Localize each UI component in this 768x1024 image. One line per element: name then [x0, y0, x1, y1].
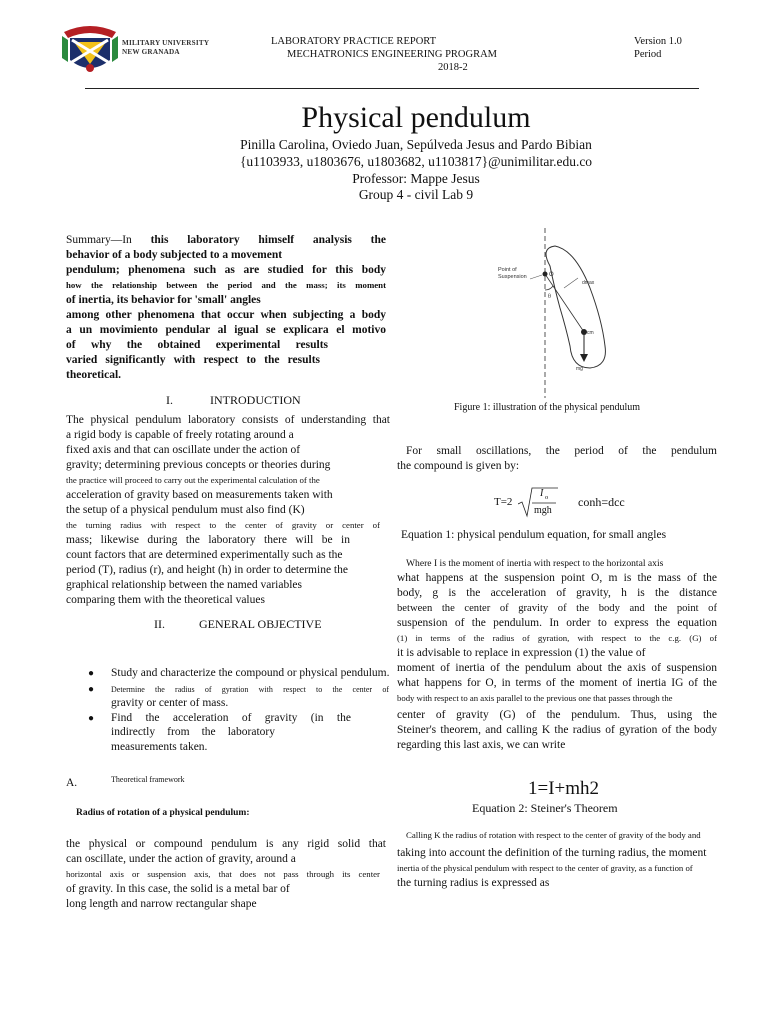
- right-paragraph-3: [397, 828, 721, 891]
- pendulum-diagram-icon: [490, 228, 630, 400]
- equation-1-numerator: I: [540, 488, 544, 499]
- intro-line: the turning radius with respect to the center of gravity or center of: [66, 520, 380, 530]
- objective-item: Determine the radius of gyration with respect to the center of: [111, 685, 389, 694]
- summary-line: of inertia, its behavior for 'small' angles: [66, 294, 261, 306]
- summary: [66, 233, 386, 383]
- equation-2-caption: Equation 2: Steiner's Theorem: [472, 801, 618, 815]
- figure-label: mg: [576, 366, 583, 372]
- figure-label: O: [549, 272, 554, 278]
- summary-line: how the relationship between the period and the mass; its moment: [66, 280, 386, 290]
- right-line: body, g is the acceleration of gravity, h is the distance: [397, 587, 717, 599]
- right-line: Calling K the radius of rotation with respect to the center of gravity of the body and: [406, 830, 701, 840]
- equation-2: 1=I+mh2: [528, 778, 600, 799]
- equation-1-fraction: [518, 486, 558, 518]
- summary-line: pendulum; phenomena such as are studied for this body: [66, 264, 386, 276]
- header-rule: [85, 88, 699, 89]
- intro-line: period (T), radius (r), and height (h) in order to determine the: [66, 564, 348, 576]
- figure-label: cm: [587, 330, 594, 336]
- right-line: For small oscillations, the period of the pendulum: [406, 445, 717, 457]
- bullet-icon: ●: [88, 684, 95, 695]
- section-number: II.: [154, 617, 165, 631]
- subsection-heading: Theoretical framework: [111, 775, 185, 784]
- logo-text-line: MILITARY UNIVERSITY: [122, 39, 210, 47]
- summary-word: the: [370, 234, 386, 246]
- right-line: what happens at the suspension point O, m is the mass of the: [397, 572, 717, 584]
- header-line-2: MECHATRONICS ENGINEERING PROGRAM: [287, 49, 498, 60]
- header-period: Period: [634, 49, 662, 60]
- right-line: what happens for O, in terms of the moment of inertia IG of the: [397, 677, 717, 689]
- summary-word: himself: [258, 234, 295, 246]
- intro-line: acceleration of gravity based on measurements taken with: [66, 489, 333, 501]
- introduction-body: [66, 413, 390, 608]
- objective-item: Study and characterize the compound or physical pendulum.: [111, 667, 390, 679]
- right-line: inertia of the physical pendulum with respect to the center of gravity, as a function of: [397, 863, 693, 873]
- right-line: body with respect to an axis parallel to the previous one that passes through the: [397, 693, 673, 703]
- subsection-letter: A.: [66, 777, 78, 789]
- right-line: moment of inertia of the pendulum about the axis of suspension: [397, 662, 717, 674]
- right-line: the compound is given by:: [397, 460, 520, 472]
- logo-text-line: NEW GRANADA: [122, 48, 180, 56]
- objective-item: indirectly from the laboratory: [111, 726, 275, 738]
- university-crest-icon: [60, 18, 120, 80]
- intro-line: fixed axis and that can oscillate under the action of: [66, 444, 301, 456]
- figure-label: Suspension: [498, 274, 527, 280]
- framework-line: long length and narrow rectangular shape: [66, 898, 257, 910]
- bullet-icon: ●: [88, 668, 95, 679]
- pendulum-figure: [490, 228, 630, 400]
- summary-word: analysis: [312, 234, 352, 246]
- intro-line: graphical relationship between the named variables: [66, 579, 302, 591]
- right-line: it is advisable to replace in expression (1) the value of: [397, 647, 646, 659]
- right-line: suspension of the pendulum. In order to express the equation: [397, 617, 717, 629]
- header-line-1: LABORATORY PRACTICE REPORT: [271, 36, 437, 47]
- figure-caption: Figure 1: illustration of the physical pendulum: [454, 402, 641, 413]
- equation-1-denominator: mgh: [534, 505, 552, 516]
- summary-line: of why the obtained experimental results: [66, 339, 328, 351]
- bullet-icon: ●: [88, 713, 95, 724]
- header-line-3: 2018-2: [438, 62, 468, 73]
- intro-line: the practice will proceed to carry out the experimental calculation of the: [66, 475, 320, 485]
- figure-label: dmax: [582, 280, 595, 286]
- section-number: I.: [166, 393, 173, 407]
- right-line: the turning radius is expressed as: [397, 877, 550, 889]
- framework-body: [66, 837, 386, 912]
- summary-line: behavior of a body subjected to a movement: [66, 249, 283, 261]
- professor: Professor: Mappe Jesus: [352, 171, 480, 186]
- right-line: regarding this last axis, we can write: [397, 739, 566, 751]
- intro-line: The physical pendulum laboratory consists of understanding that: [66, 414, 390, 426]
- right-paragraph-2: [397, 556, 717, 753]
- section-heading-introduction: INTRODUCTION: [210, 393, 301, 407]
- objective-item: Find the acceleration of gravity (in the: [111, 712, 351, 724]
- intro-line: count factors that are determined experimentally such as the: [66, 549, 343, 561]
- right-line: Steiner's theorem, and calling K the radius of gyration of the body: [397, 724, 717, 736]
- equation-1-lhs: T=2: [494, 496, 513, 508]
- intro-line: the setup of a physical pendulum must also find (K): [66, 504, 305, 516]
- summary-word: this: [150, 234, 169, 246]
- intro-line: a rigid body is capable of freely rotating around a: [66, 429, 294, 441]
- framework-subheading: Radius of rotation of a physical pendulum:: [76, 808, 250, 818]
- framework-line: can oscillate, under the action of gravity, around a: [66, 853, 296, 865]
- figure-label: θ: [548, 294, 551, 300]
- framework-line: horizontal axis or suspension axis, that does not pass through its center: [66, 869, 380, 879]
- summary-word: Summary—In: [66, 234, 132, 246]
- right-line: center of gravity (G) of the pendulum. Thus, using the: [397, 709, 717, 721]
- right-line: between the center of gravity of the body and the point of: [397, 603, 717, 614]
- summary-line: varied significantly with respect to the results: [66, 354, 320, 366]
- intro-line: mass; likewise during the laboratory there will be in: [66, 534, 350, 546]
- summary-word: laboratory: [187, 234, 240, 246]
- summary-line: theoretical.: [66, 369, 122, 381]
- intro-line: gravity; determining previous concepts or theories during: [66, 459, 331, 471]
- summary-line: among other phenomena that occur when subjecting a body: [66, 309, 386, 321]
- author-emails: {u1103933, u1803676, u1803682, u1103817}@unimilitar.edu.co: [239, 154, 593, 169]
- right-paragraph-1: [397, 444, 717, 474]
- header-version: Version 1.0: [634, 36, 682, 47]
- right-line: taking into account the definition of the turning radius, the moment: [397, 847, 707, 859]
- right-line: Where I is the moment of inertia with respect to the horizontal axis: [406, 558, 664, 569]
- equation-1-subscript: o: [545, 494, 549, 501]
- intro-line: comparing them with the theoretical values: [66, 594, 265, 606]
- paper-title: Physical pendulum: [301, 101, 531, 134]
- authors: Pinilla Carolina, Oviedo Juan, Sepúlveda Jesus and Pardo Bibian: [240, 137, 592, 152]
- summary-line: a un movimiento pendular al igual se explicara el motivo: [66, 324, 386, 336]
- framework-line: of gravity. In this case, the solid is a metal bar of: [66, 883, 290, 895]
- equation-1-caption: Equation 1: physical pendulum equation, for small angles: [401, 529, 667, 541]
- section-heading-objective: GENERAL OBJECTIVE: [199, 617, 322, 631]
- figure-label: Point of: [498, 267, 517, 273]
- logo-text: [122, 39, 209, 57]
- group: Group 4 - civil Lab 9: [358, 187, 474, 202]
- framework-line: the physical or compound pendulum is any rigid solid that: [66, 838, 386, 850]
- objective-item: gravity or center of mass.: [111, 697, 229, 709]
- right-line: (1) in terms of the radius of gyration, with respect to the c.g. (G) of: [397, 633, 717, 643]
- equation-1-rhs: conh=dcc: [578, 495, 625, 509]
- objective-item: measurements taken.: [111, 741, 208, 753]
